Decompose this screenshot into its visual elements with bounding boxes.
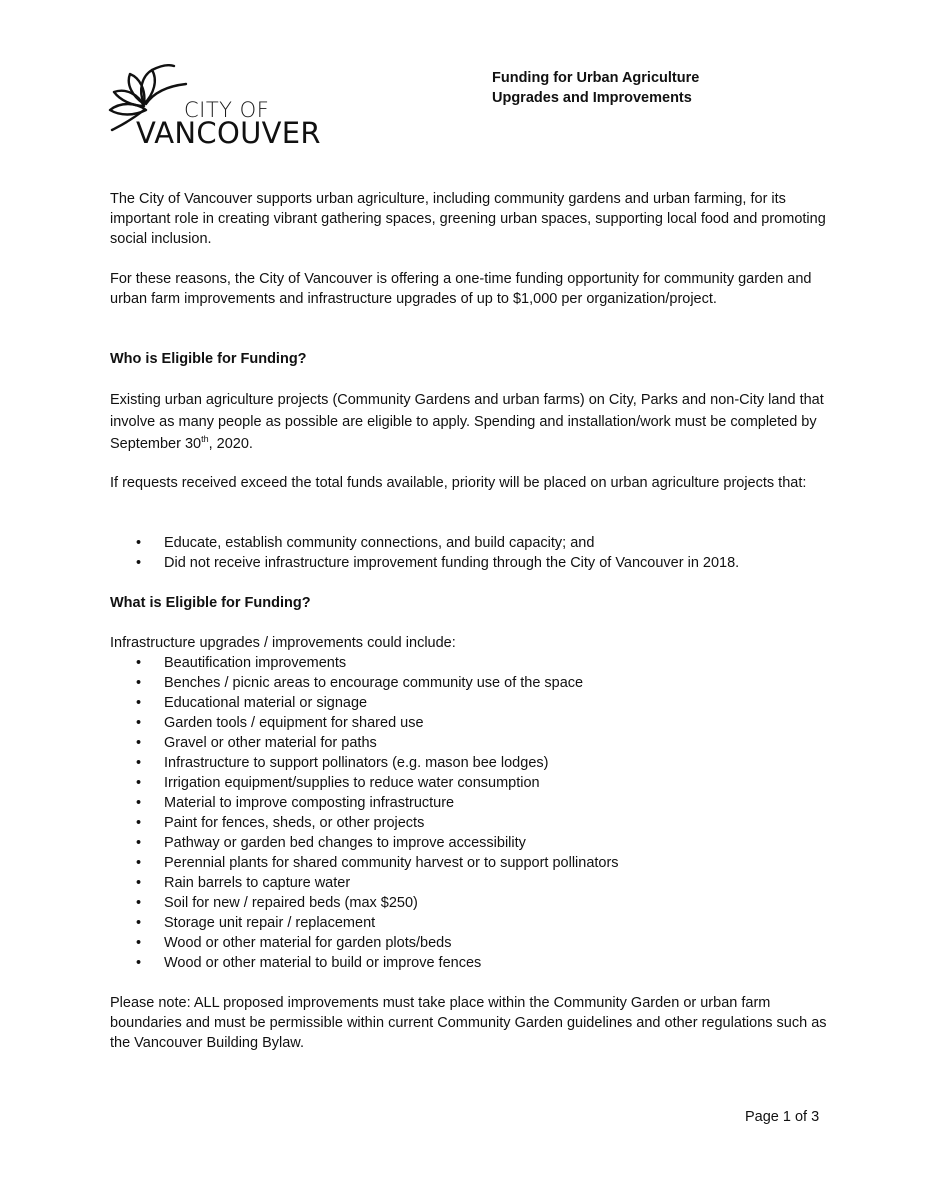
list-item: • Beautification improvements (110, 653, 619, 673)
who-eligible-text: Existing urban agriculture projects (Community Gardens and urban farms) on City, Parks and non-City land that involve as many people as possible are eligible to apply. Spending and installation/work must be completed by September 30 (110, 392, 824, 452)
logo-city-of-text: CITY OF (184, 98, 270, 122)
list-item: • Perennial plants for shared community harvest or to support pollinators (110, 853, 619, 873)
priority-bullet-list (110, 533, 739, 573)
what-eligible-intro: Infrastructure upgrades / improvements could include: (110, 635, 456, 651)
list-item: • Benches / picnic areas to encourage community use of the space (110, 673, 619, 693)
list-item: • Material to improve composting infrastructure (110, 793, 619, 813)
logo-vancouver-text: VANCOUVER (136, 116, 321, 150)
document-title (492, 68, 699, 108)
who-eligible-paragraph (110, 389, 830, 455)
please-note-paragraph: Please note: ALL proposed improvements must take place within the Community Garden or urban farm boundaries and must be permissible within current Community Garden guidelines and other regulations such as the Vancouver Building Bylaw. (110, 995, 827, 1051)
who-eligible-date-end: , 2020. (208, 436, 253, 452)
list-item: • Educational material or signage (110, 693, 619, 713)
intro-paragraph-1: The City of Vancouver supports urban agriculture, including community gardens and urban farming, for its important role in creating vibrant gathering spaces, greening urban spaces, supporting local food and promoting social inclusion. (110, 191, 826, 247)
priority-paragraph: If requests received exceed the total funds available, priority will be placed on urban agriculture projects that: (110, 475, 807, 491)
list-item: • Infrastructure to support pollinators (e.g. mason bee lodges) (110, 753, 619, 773)
list-item: • Wood or other material for garden plots/beds (110, 933, 619, 953)
list-item: • Rain barrels to capture water (110, 873, 619, 893)
list-item: • Storage unit repair / replacement (110, 913, 619, 933)
document-title-line-2: Upgrades and Improvements (492, 90, 692, 106)
document-title-line-1: Funding for Urban Agriculture (492, 70, 700, 86)
ordinal-suffix: th (201, 434, 209, 445)
list-item: • Paint for fences, sheds, or other projects (110, 813, 619, 833)
list-item: • Garden tools / equipment for shared use (110, 713, 619, 733)
list-item: • Wood or other material to build or improve fences (110, 953, 619, 973)
list-item: • Irrigation equipment/supplies to reduce water consumption (110, 773, 619, 793)
list-item: • Pathway or garden bed changes to improve accessibility (110, 833, 619, 853)
intro-paragraph-2: For these reasons, the City of Vancouver is offering a one-time funding opportunity for community garden and urban farm improvements and infrastructure upgrades of up to $1,000 per organization/project. (110, 271, 812, 307)
eligible-items-list (110, 653, 619, 973)
who-eligible-heading: Who is Eligible for Funding? (110, 351, 307, 367)
city-of-vancouver-logo (108, 64, 321, 154)
page-number: Page 1 of 3 (745, 1109, 820, 1125)
list-item: • Did not receive infrastructure improvement funding through the City of Vancouver in 2018. (110, 553, 739, 573)
what-eligible-heading: What is Eligible for Funding? (110, 595, 311, 611)
list-item: • Educate, establish community connections, and build capacity; and (110, 533, 739, 553)
list-item: • Soil for new / repaired beds (max $250) (110, 893, 619, 913)
list-item: • Gravel or other material for paths (110, 733, 619, 753)
